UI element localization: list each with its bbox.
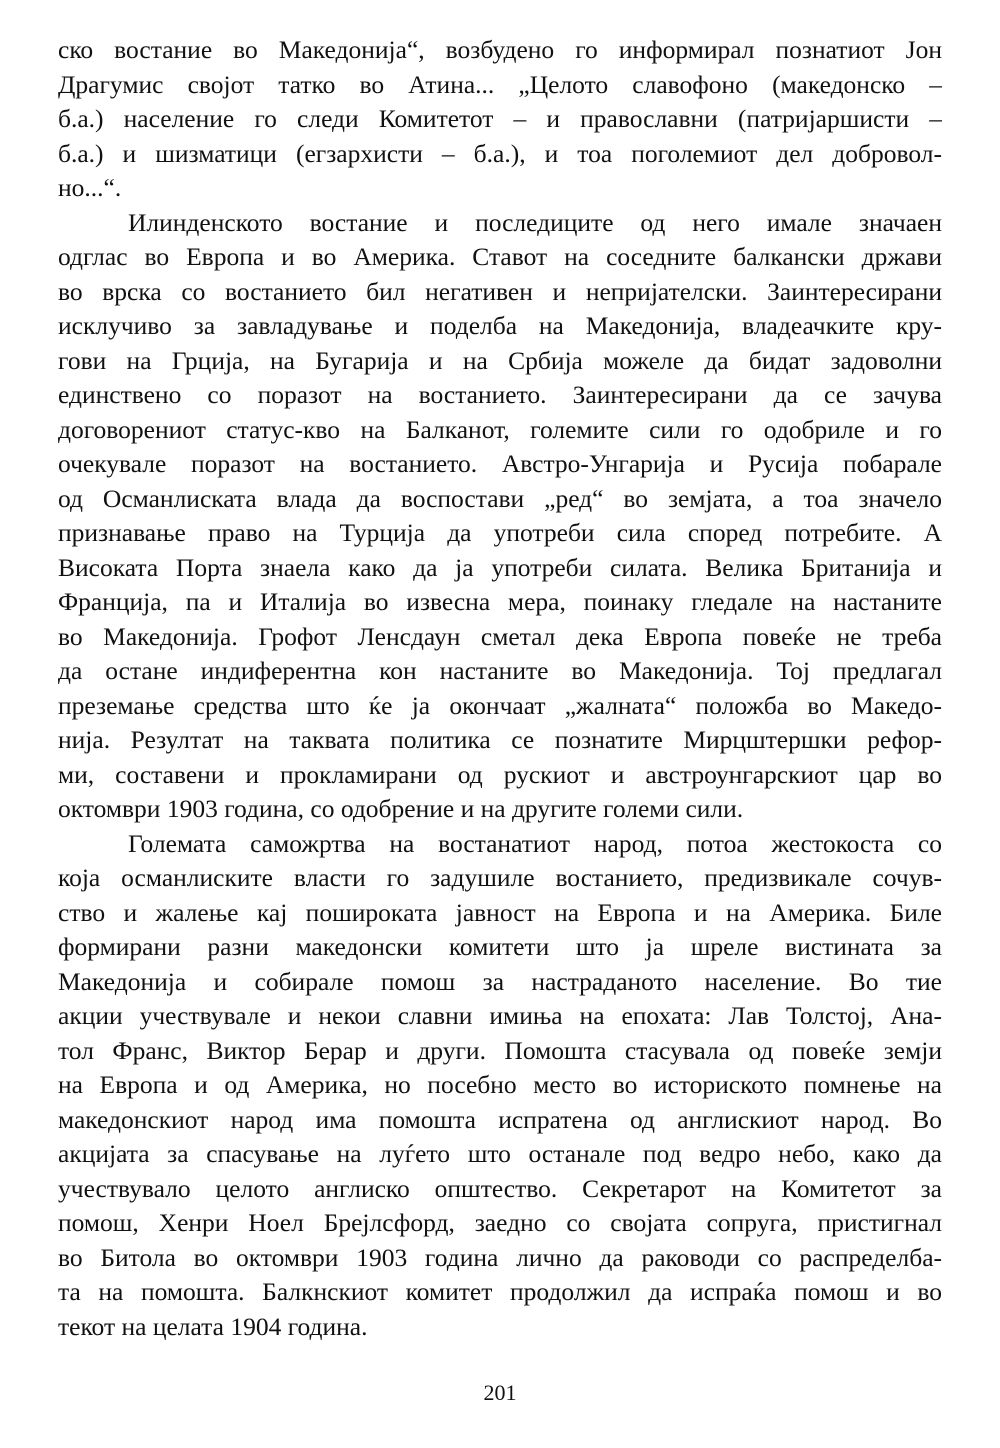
- text-line: Илинденското востание и последиците од него имале значаен: [128, 207, 942, 237]
- text-line: единствено со поразот на востанието. Заинтересирани да се зачува: [58, 380, 942, 409]
- text-line: тол Франс, Виктор Берар и други. Помошта стасувала од повеќе земји: [58, 1035, 942, 1065]
- text-line: признавање право на Турција да употреби сила според потребите. А: [58, 518, 942, 547]
- text-line: ми, составени и прокламирани од рускиот и австроунгарскиот цар во: [58, 759, 942, 789]
- text-line: та на помошта. Балкнскиот комитет продолжил да испраќа помош и во: [58, 1277, 942, 1306]
- text-line: б.а.) и шизматици (егзархисти – б.а.), и тоа поголемиот дел добровол-: [58, 138, 942, 168]
- text-line: текот на целата 1904 година.: [58, 1311, 368, 1341]
- text-line: гови на Грција, на Бугарија и на Србија можеле да бидат задоволни: [58, 345, 942, 375]
- text-line: Драгумис својот татко во Атина... „Целото славофоно (македонско –: [58, 69, 942, 99]
- text-line: б.а.) население го следи Комитетот – и православни (патријаршисти –: [58, 104, 942, 133]
- text-line: учествувало целото англиско општество. Секретарот на Комитетот за: [58, 1173, 942, 1203]
- text-line: исклучиво за завладување и поделба на Македонија, владеачките кру-: [58, 311, 942, 340]
- text-line: која османлиските власти го задушиле востанието, предизвикале сочув-: [58, 863, 942, 892]
- text-line: формирани разни македонски комитети што ја шреле вистината за: [58, 932, 942, 961]
- text-line: ство и жалење кај поширокaта јавност на Европа и на Америка. Биле: [58, 897, 942, 927]
- paragraph: [58, 206, 942, 827]
- document-body: [58, 33, 942, 1344]
- paragraph: [58, 827, 942, 1345]
- text-line: на Европа и од Америка, но посебно место во историското помнење на: [58, 1070, 942, 1099]
- page-number: 201: [483, 1380, 517, 1405]
- text-line: Франција, па и Италија во извесна мера, поинаку гледале на настаните: [58, 587, 942, 616]
- text-line: но...“.: [58, 173, 122, 202]
- text-line: ско востание во Македонија“, возбудено го информирал познатиот Јон: [58, 35, 942, 64]
- text-line: во Македонија. Грофот Ленсдаун сметал дека Европа повеќе не треба: [58, 621, 942, 651]
- paragraph: [58, 33, 942, 206]
- text-line: да остане индиферентна кон настаните во Македонија. Тој предлагал: [58, 656, 942, 685]
- text-line: во врска со востанието бил негативен и непријателски. Заинтересирани: [58, 276, 942, 306]
- text-line: одглас во Европа и во Америка. Ставот на соседните балкански држави: [58, 242, 942, 271]
- text-line: очекувале поразот на востанието. Австро-Унгарија и Русија побарале: [58, 449, 942, 478]
- text-line: преземање средства што ќе ја окончаат „жалната“ положба во Македо-: [58, 690, 942, 720]
- text-line: од Османлиската влада да воспостави „ред“ во земјата, а тоа значело: [58, 483, 942, 513]
- text-line: македонскиот народ има помошта испратена од англискиот народ. Во: [58, 1104, 942, 1134]
- text-line: договорениот статус-кво на Балканот, големите сили го одобриле и го: [58, 414, 942, 444]
- text-line: Македонија и собирале помош за настраданото население. Во тие: [58, 966, 942, 996]
- text-line: Високата Порта знаела како да ја употреби силата. Велика Британија и: [58, 552, 942, 582]
- text-line: помош, Хенри Ноел Брејлсфорд, заедно со својата сопруга, пристигнал: [58, 1208, 942, 1237]
- text-line: во Битола во октомври 1903 година лично да раководи со распределба-: [58, 1242, 942, 1272]
- text-line: октомври 1903 година, со одобрение и на другите големи сили.: [58, 794, 744, 823]
- text-line: акции учествувале и некои славни имиња на епохата: Лав Толстој, Ана-: [58, 1001, 942, 1030]
- text-line: нија. Резултат на таквата политика се познатите Мирцштершки рефор-: [58, 725, 942, 754]
- text-line: акцијата за спасување на луѓето што останале под ведро небо, како да: [58, 1139, 942, 1168]
- text-line: Големата саможртва на востанатиот народ, потоа жестокоста со: [128, 828, 942, 858]
